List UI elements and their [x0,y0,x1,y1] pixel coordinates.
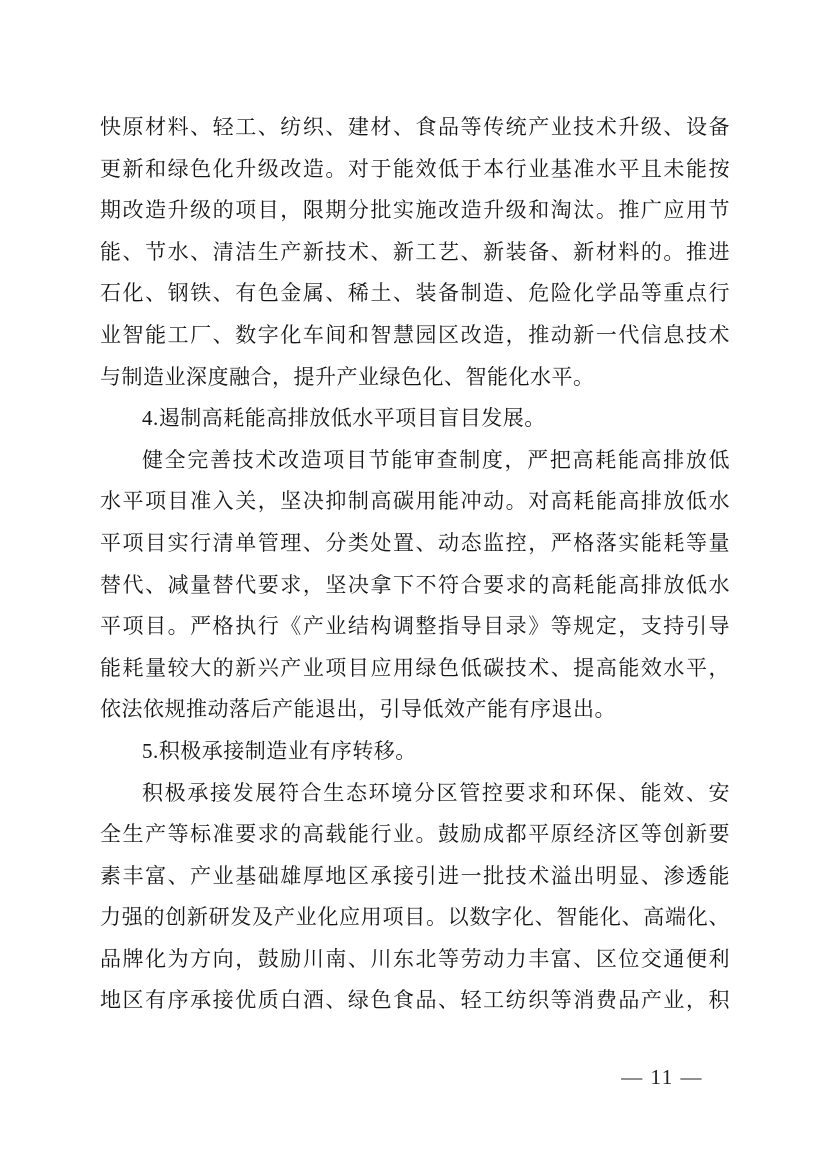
text-line: 业智能工厂、数字化车间和智慧园区改造，推动新一代信息技术 [100,322,730,347]
text-line: 替代、减量替代要求，坚决拿下不符合要求的高耗能高排放低水 [100,572,730,597]
text-line: 品牌化为方向，鼓励川南、川东北等劳动力丰富、区位交通便利 [100,946,730,971]
text-line: 能、节水、清洁生产新技术、新工艺、新装备、新材料的。推进 [100,239,730,264]
text-line: 平项目实行清单管理、分类处置、动态监控，严格落实能耗等量 [100,530,730,555]
text-line: 全生产等标准要求的高载能行业。鼓励成都平原经济区等创新要 [100,822,730,847]
text-line: 能耗量较大的新兴产业项目应用绿色低碳技术、提高能效水平， [100,655,730,680]
text-line: 与制造业深度融合，提升产业绿色化、智能化水平。 [100,364,595,389]
page-number: — 11 — [621,1065,703,1089]
text-line: 石化、钢铁、有色金属、稀土、装备制造、危险化学品等重点行 [100,281,730,306]
document-body [100,107,730,1022]
text-line: 快原材料、轻工、纺织、建材、食品等传统产业技术升级、设备 [100,115,730,139]
text-line: 水平项目准入关，坚决抑制高碳用能冲动。对高耗能高排放低水 [100,489,730,514]
text-line: 积极承接发展符合生态环境分区管控要求和环保、能效、安 [142,780,730,805]
text-line: 更新和绿色化升级改造。对于能效低于本行业基准水平且未能按 [100,156,730,181]
text-line: 素丰富、产业基础雄厚地区承接引进一批技术溢出明显、渗透能 [100,863,730,888]
text-line: 依法依规推动落后产能退出，引导低效产能有序退出。 [100,697,616,722]
section-4-heading: 4.遏制高耗能高排放低水平项目盲目发展。 [142,406,546,431]
text-line: 期改造升级的项目，限期分批实施改造升级和淘汰。推广应用节 [100,198,730,223]
text-line: 力强的创新研发及产业化应用项目。以数字化、智能化、高端化、 [100,905,730,930]
section-5-heading: 5.积极承接制造业有序转移。 [142,738,417,763]
text-line: 平项目。严格执行《产业结构调整指导目录》等规定，支持引导 [100,614,730,639]
text-line: 地区有序承接优质白酒、绿色食品、轻工纺织等消费品产业，积 [100,988,730,1013]
text-line: 健全完善技术改造项目节能审查制度，严把高耗能高排放低 [142,447,730,472]
